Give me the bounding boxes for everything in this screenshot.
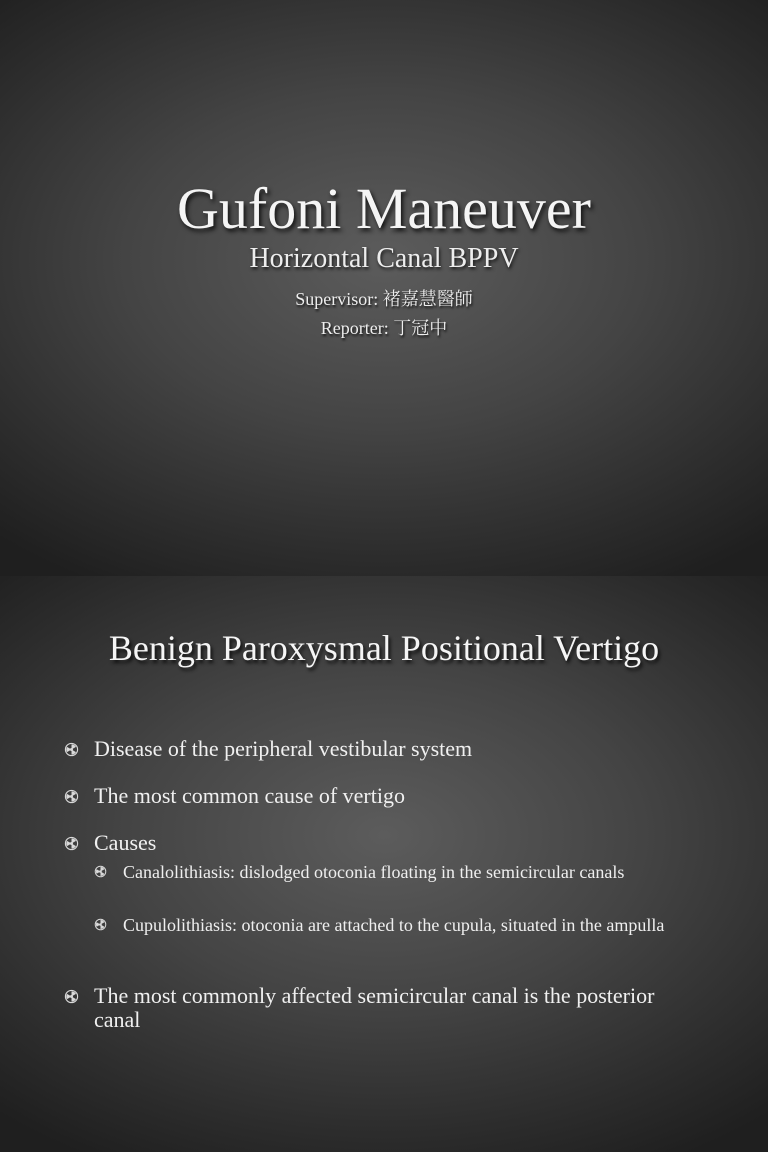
bullet-item [64, 984, 704, 1032]
sub-bullet-item [94, 861, 704, 884]
bullet-text: The most commonly affected semicircular canal is the posterior canal [94, 983, 655, 1032]
flower-bullet-icon [64, 989, 79, 1004]
presentation-subtitle: Horizontal Canal BPPV [249, 243, 519, 274]
sub-bullet-item [94, 914, 704, 937]
flower-bullet-icon [64, 742, 79, 757]
bullet-text: The most common cause of vertigo [94, 783, 405, 808]
sub-bullet-text: Cupulolithiasis: otoconia are attached to the cupula, situated in the ampulla [123, 915, 665, 935]
flower-bullet-icon [64, 789, 79, 804]
bullet-item [64, 784, 704, 808]
presentation-title: Gufoni Maneuver [177, 176, 591, 241]
bullet-item [64, 831, 704, 855]
supervisor-credit: Supervisor: 褚嘉慧醫師 [295, 289, 473, 309]
flower-bullet-icon [94, 865, 107, 878]
bullet-text: Disease of the peripheral vestibular system [94, 736, 473, 761]
bullet-item [64, 737, 704, 761]
reporter-credit: Reporter: 丁冠中 [320, 318, 448, 338]
sub-bullet-text: Canalolithiasis: dislodged otoconia floating in the semicircular canals [123, 862, 625, 882]
flower-bullet-icon [94, 918, 107, 931]
slide-title: Benign Paroxysmal Positional Vertigo [108, 628, 660, 668]
flower-bullet-icon [64, 836, 79, 851]
bullet-text: Causes [94, 830, 157, 855]
